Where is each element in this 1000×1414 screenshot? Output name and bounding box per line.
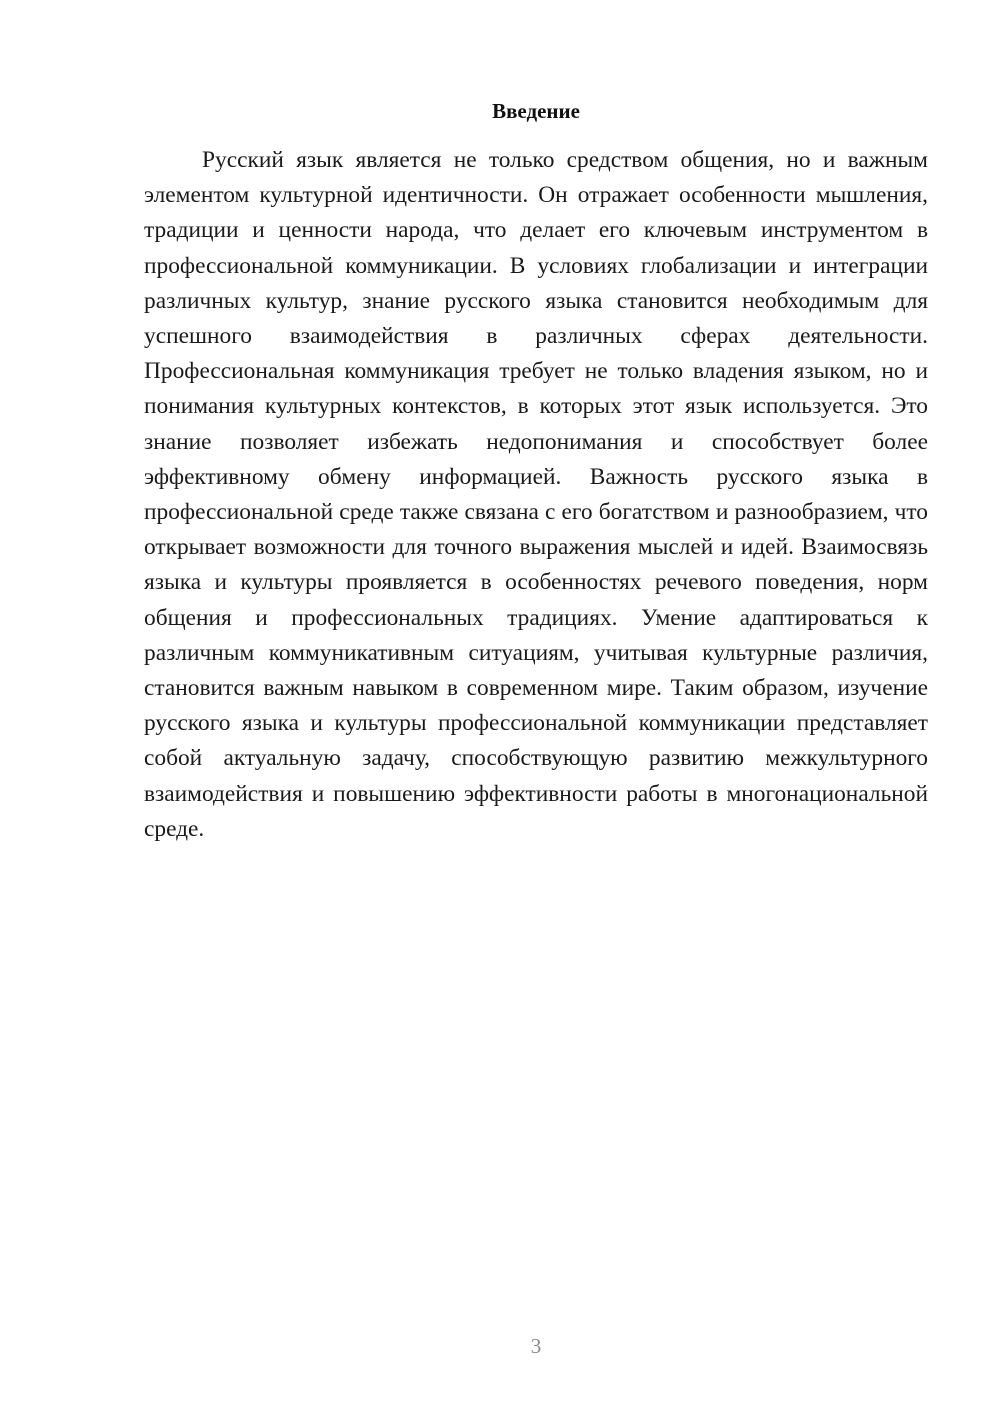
page-number: 3 (530, 1334, 542, 1358)
body-paragraph: Русский язык является не только средством общения, но и важным элементом культурной идентичности. Он отражает особенности мышления, традиции и ценности народа, что делает его ключевым инструментом в профессиональной коммуникации. В условиях глобализации и интеграции различных культур, знание русского языка становится необходимым для успешного взаимодействия в различных сферах деятельности. Профессиональная коммуникация требует не только владения языком, но и понимания культурных контекстов, в которых этот язык используется. Это знание позволяет избежать недопонимания и способствует более эффективному обмену информацией. Важность русского языка в профессиональной среде также связана с его богатством и разнообразием, что открывает возможности для точного выражения мыслей и идей. Взаимосвязь языка и культуры проявляется в особенностях речевого поведения, норм общения и профессиональных традициях. Умение адаптироваться к различным коммуникативным ситуациям, учитывая культурные различия, становится важным навыком в современном мире. Таким образом, изучение русского языка и культуры профессиональной коммуникации представляет собой актуальную задачу, способствующую развитию межкультурного взаимодействия и повышению эффективности работы в многонациональной среде. (144, 147, 928, 842)
section-heading: Введение (492, 99, 580, 123)
